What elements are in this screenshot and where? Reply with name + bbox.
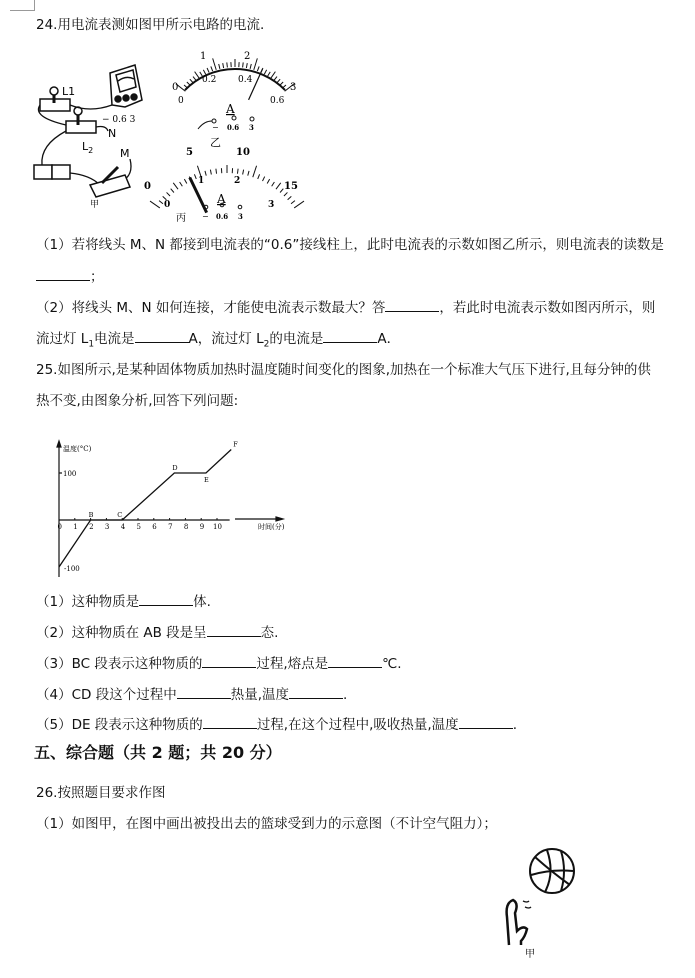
dial-tick bbox=[248, 171, 249, 176]
point-label-F: F bbox=[233, 440, 238, 449]
x-axis-label: 时间(分) bbox=[258, 523, 285, 531]
top-scale-1: 1 bbox=[200, 51, 207, 62]
figure-jia-caption: 甲 bbox=[525, 949, 535, 960]
dial-tick bbox=[250, 64, 251, 69]
y-tick-label-minus100: -100 bbox=[64, 565, 80, 573]
lamp-l1-label: L1 bbox=[62, 85, 76, 98]
figure-yi-caption: 乙 bbox=[210, 136, 221, 149]
bottom-scale-3: 0.6 bbox=[270, 96, 285, 106]
q24-sub1-line2: ； bbox=[36, 266, 104, 286]
dial-ticks bbox=[176, 58, 297, 93]
dial-tick bbox=[264, 70, 266, 74]
q26-sub1: （1）如图甲，在图中画出被投出去的篮球受到力的示意图（不计空气阻力）； bbox=[36, 816, 497, 832]
section-heading: 五、综合题（共 2 题；共 20 分） bbox=[34, 743, 282, 762]
dial-tick bbox=[268, 72, 271, 76]
bottom-scale-1: 1 bbox=[198, 176, 205, 186]
q25-question-3: （3）BC 段表示这种物质的 过程,熔点是 ℃. bbox=[36, 653, 402, 673]
dial-tick bbox=[180, 182, 183, 186]
basketball-figure bbox=[495, 845, 585, 960]
dial-tick bbox=[203, 70, 205, 74]
dial-tick bbox=[257, 66, 259, 71]
dial-tick bbox=[195, 72, 200, 79]
answer-blank[interactable] bbox=[135, 328, 189, 343]
bottom-scale-1: 0.2 bbox=[202, 75, 217, 85]
x-tick-label: 2 bbox=[89, 523, 94, 531]
answer-blank[interactable] bbox=[202, 653, 256, 668]
bottom-scale-0: 0 bbox=[164, 200, 171, 210]
lamp-l2-label: $L_2$ bbox=[82, 140, 94, 155]
answer-blank[interactable] bbox=[139, 591, 193, 606]
terminal-0.6: 0.6 bbox=[216, 212, 229, 221]
ammeter-terminals-label: − 0.6 3 bbox=[102, 115, 136, 125]
x-tick-label: 9 bbox=[199, 523, 205, 531]
point-label-C: C bbox=[117, 511, 123, 519]
dial-tick bbox=[254, 58, 258, 69]
wire-m-label: M bbox=[120, 147, 130, 160]
y-axis-label: 温度(°C) bbox=[63, 445, 92, 453]
answer-blank[interactable] bbox=[177, 684, 231, 699]
q25-title-line2: 热不变,由图象分析,回答下列问题: bbox=[36, 393, 239, 409]
answer-blank[interactable] bbox=[328, 653, 382, 668]
x-tick-label: 7 bbox=[168, 523, 173, 531]
dial-tick bbox=[150, 201, 160, 208]
dial-ticks bbox=[150, 165, 304, 208]
top-scale-0: 0 bbox=[172, 82, 179, 93]
q25-question-2: （2）这种物质在 AB 段是呈 态. bbox=[36, 622, 278, 642]
dial-tick bbox=[216, 169, 217, 174]
point-label-E: E bbox=[203, 476, 209, 484]
dial-tick bbox=[258, 174, 260, 179]
terminal-3: 3 bbox=[238, 212, 243, 221]
q25-title-line1: 25.如图所示,是某种固体物质加热时温度随时间变化的图象,加热在一个标准大气压下进行,且每分钟的供 bbox=[36, 362, 651, 378]
x-tick-label: 6 bbox=[152, 523, 157, 531]
dial-tick bbox=[210, 170, 211, 175]
terminal-minus: − bbox=[212, 123, 219, 132]
unit-label: A bbox=[226, 102, 235, 116]
temperature-line bbox=[59, 450, 231, 568]
dial-tick bbox=[291, 201, 295, 204]
ammeter-device bbox=[110, 65, 142, 107]
wire-n-label: N bbox=[108, 127, 117, 140]
answer-blank[interactable] bbox=[323, 328, 377, 343]
dial-tick bbox=[237, 169, 238, 174]
dial-tick bbox=[272, 182, 275, 186]
dial-tick bbox=[184, 179, 186, 183]
dial-tick bbox=[246, 63, 247, 68]
motion-lines bbox=[523, 901, 531, 908]
x-axis-arrow bbox=[276, 517, 283, 521]
figure-bing-caption: 丙 bbox=[176, 213, 186, 224]
q24-sub2-line1: （2）将线头 M、N 如何连接，才能使电流表示数最大？答 ，若此时电流表示数如图丙所示，则 bbox=[36, 297, 655, 317]
unit-label: A bbox=[217, 192, 226, 206]
dial-tick bbox=[173, 183, 178, 189]
dial-tick bbox=[219, 64, 220, 69]
dial-tick bbox=[207, 68, 209, 73]
hand-icon bbox=[507, 900, 527, 945]
circuit-figure-jia bbox=[30, 55, 155, 210]
top-scale-3: 3 bbox=[290, 82, 297, 93]
figure-jia-caption: 甲 bbox=[90, 200, 100, 210]
answer-blank[interactable] bbox=[207, 622, 261, 637]
y-tick-label-100: 100 bbox=[63, 470, 77, 478]
answer-blank[interactable] bbox=[36, 266, 90, 281]
chart-axes bbox=[57, 441, 283, 577]
bottom-scale-0: 0 bbox=[178, 96, 184, 106]
x-tick-label: 3 bbox=[104, 523, 110, 531]
top-scale-2: 2 bbox=[244, 51, 251, 62]
dial-tick bbox=[276, 183, 281, 189]
terminal-0.6: 0.6 bbox=[227, 123, 240, 132]
x-tick-label: 4 bbox=[120, 523, 126, 531]
y-axis-arrow bbox=[57, 441, 61, 447]
dial-tick bbox=[288, 196, 292, 199]
answer-blank[interactable] bbox=[459, 714, 513, 729]
dial-tick bbox=[205, 171, 206, 176]
answer-blank[interactable] bbox=[203, 714, 257, 729]
ammeter-dial-bing bbox=[140, 143, 310, 228]
x-tick-label: 0 bbox=[57, 523, 62, 531]
answer-blank[interactable] bbox=[385, 297, 439, 312]
temperature-time-chart bbox=[40, 435, 290, 580]
series-line bbox=[59, 450, 231, 568]
dial-tick bbox=[167, 192, 170, 196]
q25-question-5: （5）DE 段表示这种物质的 过程,在这个过程中,吸收热量,温度 . bbox=[36, 714, 517, 734]
dial-tick bbox=[284, 192, 287, 196]
page-corner-mark bbox=[10, 0, 35, 11]
x-tick-label: 1 bbox=[73, 523, 78, 531]
bottom-scale-3: 3 bbox=[268, 200, 275, 210]
dial-tick bbox=[294, 201, 304, 208]
top-scale-5: 5 bbox=[186, 147, 193, 158]
dial-tick bbox=[280, 189, 283, 193]
q26-title: 26.按照题目要求作图 bbox=[36, 785, 166, 801]
q24-sub1-line1: （1）若将线头 M、N 都接到电流表的“0.6”接线柱上，此时电流表的示数如图乙所示，则电流表的读数是 bbox=[36, 237, 664, 253]
dial-tick bbox=[171, 189, 174, 193]
point-labels bbox=[89, 441, 239, 520]
q25-question-4: （4）CD 段这个过程中 热量,温度 . bbox=[36, 684, 347, 704]
dial-tick bbox=[263, 177, 265, 182]
dial-tick bbox=[223, 63, 224, 68]
terminal-minus: − bbox=[202, 212, 209, 221]
battery bbox=[34, 165, 70, 179]
dial-tick bbox=[271, 72, 276, 79]
terminal-3: 3 bbox=[249, 123, 254, 132]
dial-tick bbox=[213, 58, 217, 69]
dial-tick bbox=[243, 62, 244, 67]
q24-title: 24.用电流表测如图甲所示电路的电流. bbox=[36, 17, 265, 33]
answer-blank[interactable] bbox=[289, 684, 343, 699]
dial-tick bbox=[267, 179, 269, 183]
basketball-icon bbox=[530, 849, 574, 893]
top-scale-15: 15 bbox=[284, 181, 298, 192]
dial-tick bbox=[194, 174, 196, 179]
dial-tick bbox=[243, 170, 244, 175]
dial-tick bbox=[253, 166, 257, 177]
bottom-scale-2: 0.4 bbox=[238, 75, 253, 85]
x-tick-label: 8 bbox=[183, 523, 189, 531]
q25-question-1: （1）这种物质是 体. bbox=[36, 591, 211, 611]
q24-sub2-line2: 流过灯 $L_1$电流是 A，流过灯 $L_2$的电流是 A． bbox=[36, 328, 400, 354]
bottom-scale-2: 2 bbox=[234, 176, 241, 186]
top-scale-0: 0 bbox=[144, 181, 151, 192]
dial-tick bbox=[159, 201, 163, 204]
x-tick-label: 10 bbox=[213, 523, 222, 531]
point-label-B: B bbox=[88, 511, 94, 519]
point-label-D: D bbox=[172, 464, 178, 472]
x-tick-label: 5 bbox=[136, 523, 141, 531]
top-scale-10: 10 bbox=[236, 147, 250, 158]
connected-wire bbox=[198, 121, 212, 129]
dial-tick bbox=[227, 62, 228, 67]
dial-tick bbox=[211, 66, 213, 71]
